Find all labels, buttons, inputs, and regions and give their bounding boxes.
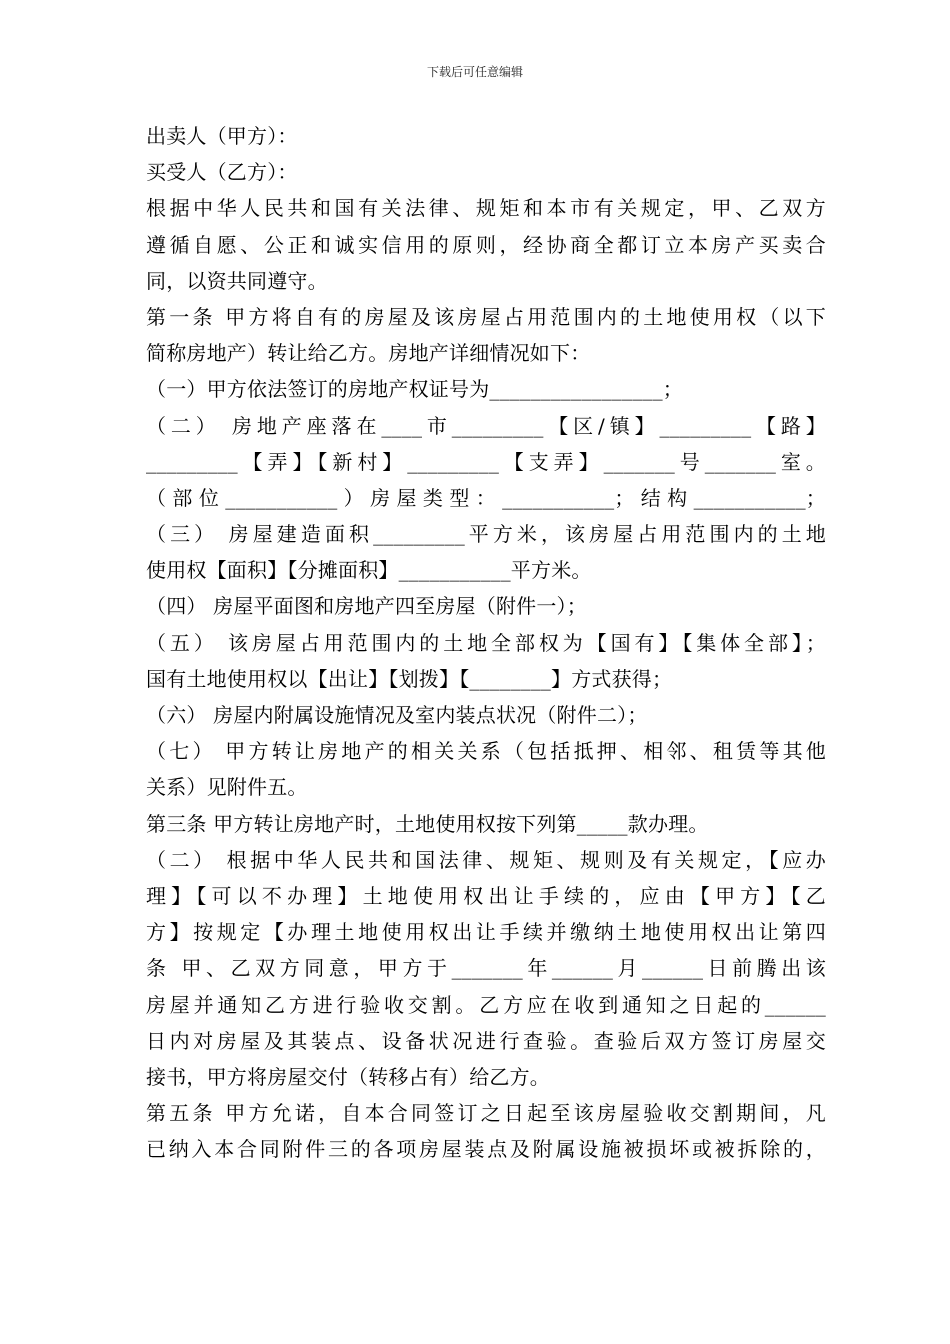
text-line: 遵循自愿、公正和诚实信用的原则，经协商全都订立本房产买卖合 [146,232,826,257]
page-header-note: 下载后可任意编辑 [426,65,523,79]
text-line: （六） 房屋内附属设施情况及室内装点状况（附件二）； [146,703,648,727]
text-line: 已纳入本合同附件三的各项房屋装点及附属设施被损坏或被拆除的， [146,1137,826,1162]
text-line: _________【弄】【新村】_________【支弄】_______号_______室。 [146,449,826,474]
text-line: 关系）见附件五。 [146,775,308,800]
text-line: 国有土地使用权以【出让】【划拨】【________】方式获得； [146,666,673,691]
text-line: 日内对房屋及其装点、设备状况进行查验。查验后双方签订房屋交 [146,1028,826,1053]
text-line: （四） 房屋平面图和房地产四至房屋（附件一）； [146,594,587,619]
text-line: （二） 根据中华人民共和国法律、规矩、规则及有关规定，【应办 [146,847,826,872]
contract-body [146,118,826,1167]
text-line: 理】【可以不办理】土地使用权出让手续的，应由【甲方】【乙 [146,883,826,908]
text-line: 使用权【面积】【分摊面积】___________平方米。 [146,558,592,583]
text-line: 条 甲、乙双方同意，甲方于_______年______月______日前腾出该 [146,956,826,981]
text-line: （三） 房屋建造面积_________平方米，该房屋占用范围内的土地 [146,522,826,547]
text-line: 简称房地产）转让给乙方。房地产详细情况如下： [146,341,591,366]
text-line: 根据中华人民共和国有关法律、规矩和本市有关规定，甲、乙双方 [146,196,826,221]
text-line: （二） 房地产座落在____市_________【区/镇】_________【路】 [146,413,826,438]
text-line: 接书，甲方将房屋交付（转移占有）给乙方。 [146,1064,550,1089]
text-line: 出卖人（甲方）： [146,124,298,148]
text-line: 第五条 甲方允诺，自本合同签订之日起至该房屋验收交割期间，凡 [146,1101,826,1126]
text-line: 第三条 甲方转让房地产时，土地使用权按下列第_____款办理。 [146,811,709,836]
text-line: （一）甲方依法签订的房地产权证号为_________________； [146,377,683,402]
text-line: 第一条 甲方将自有的房屋及该房屋占用范围内的土地使用权（以下 [146,304,826,329]
text-line: （七） 甲方转让房地产的相关关系（包括抵押、相邻、租赁等其他 [146,739,826,764]
text-line: （五） 该房屋占用范围内的土地全部权为【国有】【集体全部】； [146,630,826,655]
text-line: （部位___________）房屋类型：___________；结构___________； [146,485,826,510]
text-line: 房屋并通知乙方进行验收交割。乙方应在收到通知之日起的______ [146,992,826,1017]
text-line: 同，以资共同遵守。 [146,268,328,293]
text-line: 方】按规定【办理土地使用权出让手续并缴纳土地使用权出让第四 [146,920,826,945]
text-line: 买受人（乙方）： [146,160,298,185]
